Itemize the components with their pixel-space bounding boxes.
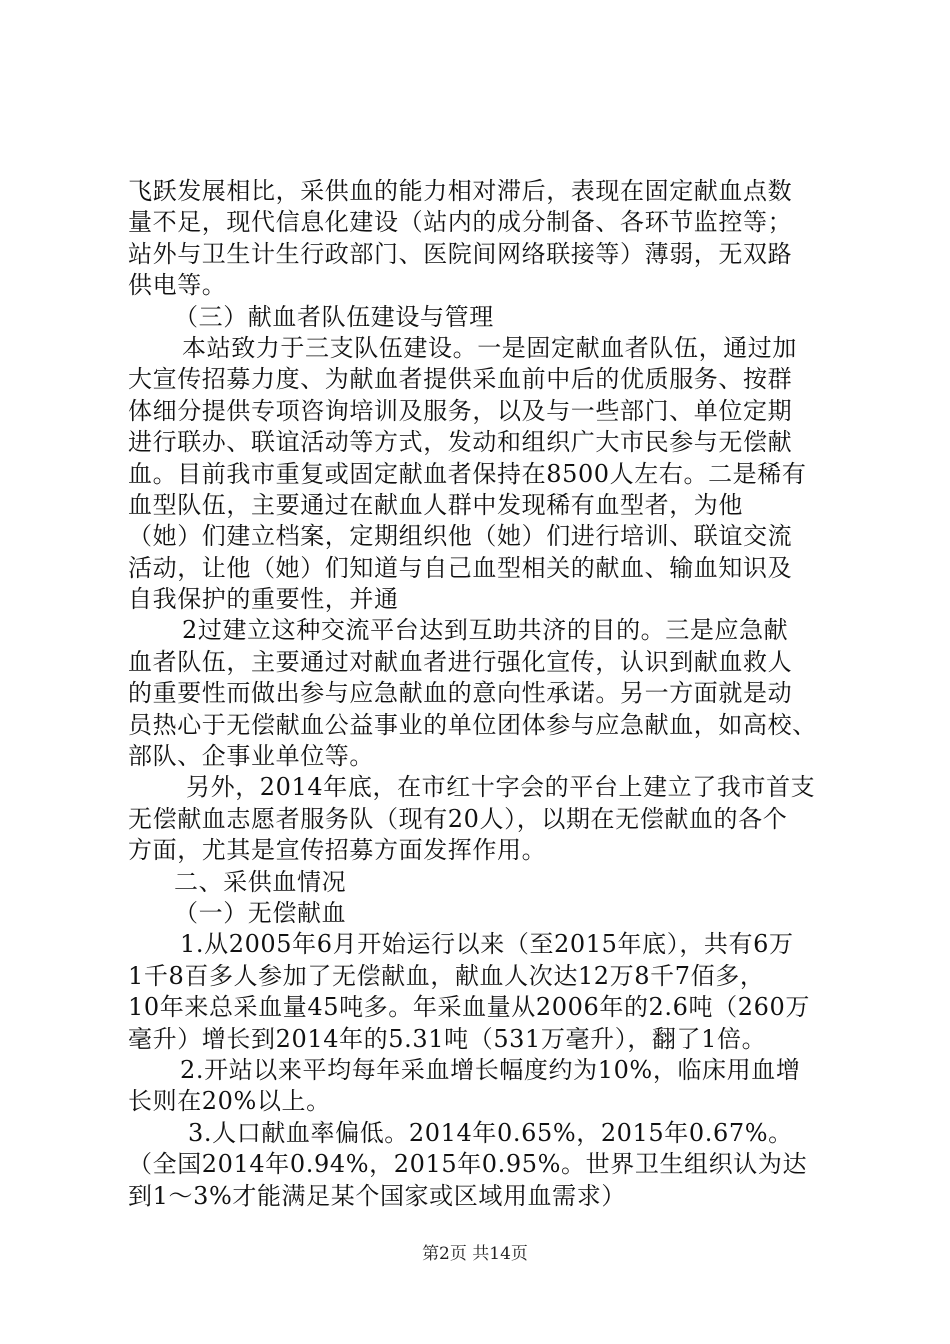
text-line: 本站致力于三支队伍建设。一是固定献血者队伍，通过加 — [182, 333, 797, 362]
text-line: 1千8百多人参加了无偿献血，献血人次达12万8千7佰多， — [128, 961, 765, 990]
text-line: 1.从2005年6月开始运行以来（至2015年底），共有6万 — [180, 930, 794, 959]
section-heading: 二、采供血情况 — [174, 867, 347, 896]
text-line: 员热心于无偿献血公益事业的单位团体参与应急献血，如高校、 — [128, 710, 817, 739]
text-line: 的重要性而做出参与应急献血的意向性承诺。另一方面就是动 — [128, 679, 793, 708]
text-line: 3.人口献血率偏低。2014年0.65%，2015年0.67%。 — [188, 1118, 793, 1147]
text-line: 活动，让他（她）们知道与自己血型相关的献血、输血知识及 — [128, 553, 793, 582]
text-line: （全国2014年0.94%，2015年0.95%。世界卫生组织认为达 — [128, 1150, 808, 1179]
text-line: 另外，2014年底，在市红十字会的平台上建立了我市首支 — [186, 773, 816, 802]
text-line: 到1～3%才能满足某个国家或区域用血需求） — [128, 1181, 626, 1210]
text-line: 站外与卫生计生行政部门、医院间网络联接等）薄弱，无双路 — [128, 239, 793, 268]
text-line: 长则在20%以上。 — [128, 1087, 331, 1116]
text-line: 2.开站以来平均每年采血增长幅度约为10%，临床用血增 — [180, 1055, 801, 1084]
page-footer: 第2页 共14页 — [422, 1244, 528, 1264]
text-line: 部队、企事业单位等。 — [128, 742, 374, 771]
text-line: 进行联办、联谊活动等方式，发动和组织广大市民参与无偿献 — [128, 428, 793, 457]
text-line: 血。目前我市重复或固定献血者保持在8500人左右。二是稀有 — [128, 459, 807, 488]
text-line: 毫升）增长到2014年的5.31吨（531万毫升），翻了1倍。 — [128, 1024, 767, 1053]
text-line: 体细分提供专项咨询培训及服务，以及与一些部门、单位定期 — [128, 396, 793, 425]
text-line: 方面，尤其是宣传招募方面发挥作用。 — [128, 836, 547, 865]
document-body — [128, 176, 840, 1212]
text-line: 量不足，现代信息化建设（站内的成分制备、各环节监控等； — [128, 208, 793, 237]
text-line: 大宣传招募力度、为献血者提供采血前中后的优质服务、按群 — [128, 365, 793, 394]
text-line: 血者队伍，主要通过对献血者进行强化宣传，认识到献血救人 — [128, 647, 793, 676]
text-line: 供电等。 — [128, 271, 227, 300]
section-heading: （三）献血者队伍建设与管理 — [174, 302, 494, 331]
section-heading: （一）无偿献血 — [174, 898, 347, 927]
text-line: （她）们建立档案，定期组织他（她）们进行培训、联谊交流 — [128, 522, 793, 551]
text-line: 无偿献血志愿者服务队（现有20人），以期在无偿献血的各个 — [128, 804, 788, 833]
text-line: 2过建立这种交流平台达到互助共济的目的。三是应急献 — [182, 616, 789, 645]
text-line: 自我保护的重要性，并通 — [128, 585, 399, 614]
text-line: 飞跃发展相比，采供血的能力相对滞后，表现在固定献血点数 — [128, 177, 793, 205]
text-line: 10年来总采血量45吨多。年采血量从2006年的2.6吨（260万 — [128, 993, 810, 1022]
text-line: 血型队伍，主要通过在献血人群中发现稀有血型者，为他 — [128, 490, 743, 519]
